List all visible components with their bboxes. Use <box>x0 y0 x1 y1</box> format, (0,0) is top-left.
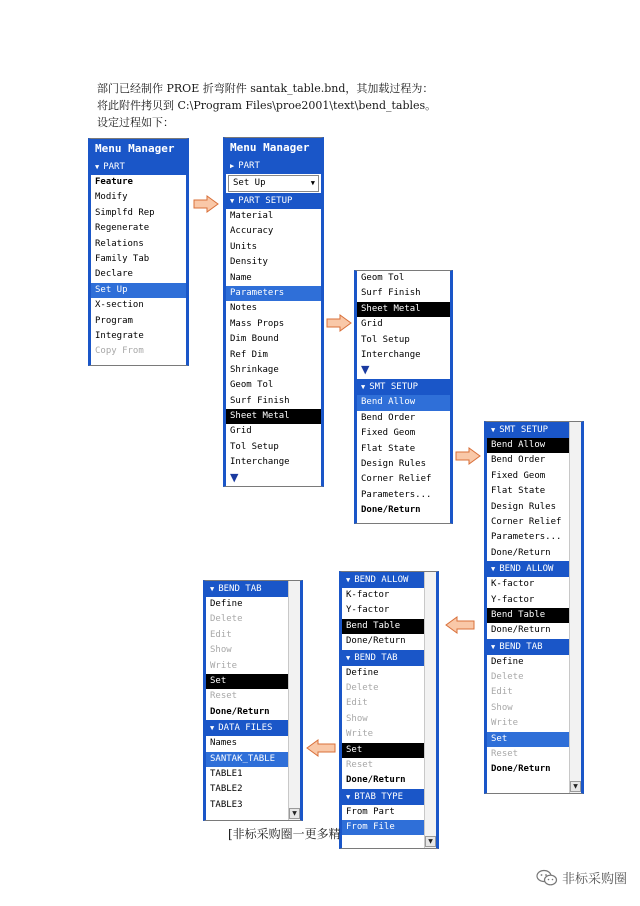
menu-item-done-return[interactable]: Done/Return <box>491 764 551 775</box>
menu-item-y-factor[interactable]: Y-factor <box>346 605 390 616</box>
menu-item-show: Show <box>491 702 513 713</box>
menu-item-x-section[interactable]: X-section <box>95 300 144 311</box>
intro-line-2: 将此附件拷贝到 C:\Program Files\proe2001\text\bend_tables。 <box>97 99 437 112</box>
section-bend-tab[interactable]: ▼ BEND TAB <box>487 639 581 655</box>
menu-manager-title: Menu Manager <box>226 138 321 158</box>
menu-manager-title: Menu Manager <box>91 139 186 159</box>
triangle-down-icon: ▼ <box>346 653 351 662</box>
menu-item-names[interactable]: Names <box>210 738 238 749</box>
menu-item-flat-state[interactable]: Flat State <box>491 486 546 497</box>
menu-item-bend-table[interactable]: Bend Table <box>487 608 581 623</box>
menu-item-done-return[interactable]: Done/Return <box>361 505 421 516</box>
section-bend-tab[interactable]: ▼ BEND TAB <box>342 650 436 666</box>
menu-item-name[interactable]: Name <box>230 272 252 283</box>
menu-item-set[interactable]: Set <box>342 743 436 758</box>
watermark-text: 非标采购圈 <box>562 872 628 887</box>
menu-item-corner-relief[interactable]: Corner Relief <box>491 516 562 527</box>
menu-item-feature[interactable]: Feature <box>95 177 133 187</box>
menu-item-k-factor[interactable]: K-factor <box>491 579 535 590</box>
menu-item-parameters[interactable]: Parameters <box>226 286 321 301</box>
menu-item-bend-allow[interactable]: Bend Allow <box>487 438 581 453</box>
triangle-down-icon: ▼ <box>95 163 100 171</box>
wechat-icon <box>536 869 558 887</box>
menu-item-set-up[interactable]: Set Up <box>91 283 186 298</box>
menu-item-dim-bound[interactable]: Dim Bound <box>230 334 279 345</box>
menu-item-reset: Reset <box>491 749 519 760</box>
menu-item-define[interactable]: Define <box>210 599 243 609</box>
menu-item-sheet-metal[interactable]: Sheet Metal <box>226 409 321 424</box>
section-bend-tab[interactable]: ▼ BEND TAB <box>206 581 300 597</box>
menu-item-geom-tol[interactable]: Geom Tol <box>230 380 274 391</box>
chevron-down-icon: ▼ <box>310 179 315 187</box>
menu-item-tol-setup[interactable]: Tol Setup <box>361 334 410 345</box>
menu-item-reset: Reset <box>210 691 238 702</box>
menu-item-density[interactable]: Density <box>230 257 268 268</box>
menu-item-done-return[interactable]: Done/Return <box>210 706 270 717</box>
scrollbar[interactable] <box>569 422 581 793</box>
menu-item-relations[interactable]: Relations <box>95 238 144 249</box>
caption: [非标采购圈一更多精 <box>228 827 341 841</box>
menu-item-parameters[interactable]: Parameters... <box>491 532 562 543</box>
menu-item-reset: Reset <box>346 759 374 770</box>
triangle-down-icon: ▼ <box>346 792 351 801</box>
menu-manager-part-setup <box>223 137 324 487</box>
menu-item-units[interactable]: Units <box>230 241 258 252</box>
section-smt-setup[interactable]: ▼ SMT SETUP <box>357 379 450 395</box>
menu-item-done-return[interactable]: Done/Return <box>491 547 551 558</box>
menu-item-shrinkage[interactable]: Shrinkage <box>230 364 279 375</box>
scroll-down-icon[interactable]: ▼ <box>230 470 239 484</box>
menu-item-santak-table[interactable]: SANTAK_TABLE <box>206 752 300 767</box>
menu-item-copy-from: Copy From <box>95 346 144 357</box>
triangle-down-icon: ▼ <box>230 197 235 205</box>
set-up-dropdown[interactable]: Set Up ▼ <box>228 175 319 192</box>
arrow-right-icon <box>193 195 219 213</box>
menu-item-delete: Delete <box>210 614 243 625</box>
menu-item-done-return[interactable]: Done/Return <box>346 636 406 647</box>
menu-item-delete: Delete <box>491 672 524 683</box>
menu-item-edit: Edit <box>346 698 368 709</box>
triangle-down-icon: ▼ <box>491 426 496 434</box>
menu-item-set[interactable]: Set <box>206 674 300 689</box>
menu-item-bend-table[interactable]: Bend Table <box>342 619 436 634</box>
menu-item-declare[interactable]: Declare <box>95 269 133 280</box>
menu-item-edit: Edit <box>491 687 513 698</box>
menu-item-geom-tol[interactable]: Geom Tol <box>361 273 405 283</box>
menu-item-simplfd-rep[interactable]: Simplfd Rep <box>95 207 155 218</box>
menu-item-grid[interactable]: Grid <box>361 319 383 330</box>
menu-item-integrate[interactable]: Integrate <box>95 330 144 341</box>
menu-item-bend-order[interactable]: Bend Order <box>361 412 416 423</box>
menu-item-material[interactable]: Material <box>230 211 274 221</box>
section-part-setup[interactable]: ▼ PART SETUP <box>226 193 321 209</box>
menu-item-done-return[interactable]: Done/Return <box>491 625 551 636</box>
menu-item-show: Show <box>346 713 368 724</box>
triangle-down-icon: ▼ <box>346 576 351 584</box>
menu-item-bend-order[interactable]: Bend Order <box>491 455 546 466</box>
intro-line-3: 设定过程如下： <box>97 116 174 129</box>
intro-line-1: 部门已经制作 PROE 折弯附件 santak_table.bnd，其加载过程为： <box>97 82 434 95</box>
triangle-down-icon: ▼ <box>210 585 215 593</box>
menu-item-notes[interactable]: Notes <box>230 303 258 314</box>
menu-item-grid[interactable]: Grid <box>230 426 252 437</box>
menu-item-tol-setup[interactable]: Tol Setup <box>230 441 279 452</box>
menu-item-modify[interactable]: Modify <box>95 192 128 203</box>
menu-item-set[interactable]: Set <box>487 732 581 747</box>
arrow-right-icon <box>326 314 352 332</box>
menu-item-delete: Delete <box>346 682 379 693</box>
menu-item-table2[interactable]: TABLE2 <box>210 784 243 795</box>
menu-item-fixed-geom[interactable]: Fixed Geom <box>491 470 546 481</box>
menu-item-show: Show <box>210 645 232 656</box>
section-part-collapsed[interactable]: ▶ PART <box>226 158 321 174</box>
arrow-left-icon <box>445 616 475 634</box>
menu-item-ref-dim[interactable]: Ref Dim <box>230 349 268 360</box>
section-bend-allow[interactable]: ▼ BEND ALLOW <box>342 572 436 588</box>
triangle-right-icon: ▶ <box>230 162 235 170</box>
scroll-down-icon[interactable]: ▼ <box>570 781 581 792</box>
menu-item-accuracy[interactable]: Accuracy <box>230 226 274 237</box>
scroll-down-icon[interactable]: ▼ <box>361 363 370 377</box>
scrollbar[interactable] <box>424 572 436 848</box>
menu-bend-allow-set <box>484 421 584 794</box>
menu-item-interchange[interactable]: Interchange <box>361 349 421 360</box>
menu-item-surf-finish[interactable]: Surf Finish <box>230 395 290 406</box>
section-part[interactable]: ▼ PART <box>91 159 186 175</box>
menu-item-sheet-metal[interactable]: Sheet Metal <box>357 302 450 317</box>
menu-item-from-part[interactable]: From Part <box>346 806 395 817</box>
menu-item-interchange[interactable]: Interchange <box>230 457 290 468</box>
menu-item-corner-relief[interactable]: Corner Relief <box>361 474 432 485</box>
menu-item-write: Write <box>210 660 238 671</box>
section-btab-type[interactable]: ▼ BTAB TYPE <box>342 789 436 805</box>
section-data-files[interactable]: ▼ DATA FILES <box>206 720 300 736</box>
triangle-down-icon: ▼ <box>491 565 496 574</box>
menu-item-done-return[interactable]: Done/Return <box>346 775 406 786</box>
menu-item-define[interactable]: Define <box>346 667 379 678</box>
menu-item-edit: Edit <box>210 629 232 640</box>
menu-item-write: Write <box>346 729 374 740</box>
scroll-down-icon[interactable]: ▼ <box>425 836 436 847</box>
menu-item-regenerate[interactable]: Regenerate <box>95 223 150 234</box>
menu-manager-part <box>88 138 189 366</box>
triangle-down-icon: ▼ <box>361 383 366 392</box>
menu-data-files <box>203 580 303 821</box>
menu-item-family-tab[interactable]: Family Tab <box>95 253 150 264</box>
menu-item-from-file[interactable]: From File <box>342 820 436 835</box>
menu-item-table3[interactable]: TABLE3 <box>210 799 243 810</box>
section-smt-setup[interactable]: ▼ SMT SETUP <box>487 422 581 438</box>
menu-smt-setup <box>354 270 453 524</box>
menu-item-write: Write <box>491 718 519 729</box>
scroll-down-icon[interactable]: ▼ <box>289 808 300 819</box>
menu-btab-type <box>339 571 439 849</box>
menu-item-program[interactable]: Program <box>95 315 133 326</box>
menu-item-design-rules[interactable]: Design Rules <box>361 458 427 469</box>
menu-item-k-factor[interactable]: K-factor <box>346 590 390 600</box>
watermark <box>536 868 627 887</box>
triangle-down-icon: ▼ <box>491 642 496 651</box>
menu-item-bend-allow[interactable]: Bend Allow <box>357 395 450 410</box>
arrow-right-icon <box>455 447 481 465</box>
menu-item-flat-state[interactable]: Flat State <box>361 443 416 454</box>
menu-item-design-rules[interactable]: Design Rules <box>491 501 557 512</box>
menu-item-fixed-geom[interactable]: Fixed Geom <box>361 428 416 439</box>
menu-item-parameters[interactable]: Parameters... <box>361 489 432 500</box>
menu-item-mass-props[interactable]: Mass Props <box>230 318 285 329</box>
menu-item-surf-finish[interactable]: Surf Finish <box>361 288 421 299</box>
scrollbar[interactable] <box>288 581 300 820</box>
menu-item-y-factor[interactable]: Y-factor <box>491 594 535 605</box>
menu-item-define[interactable]: Define <box>491 656 524 667</box>
menu-item-table1[interactable]: TABLE1 <box>210 768 243 779</box>
arrow-left-icon <box>306 739 336 757</box>
section-bend-allow[interactable]: ▼ BEND ALLOW <box>487 561 581 577</box>
triangle-down-icon: ▼ <box>210 724 215 733</box>
